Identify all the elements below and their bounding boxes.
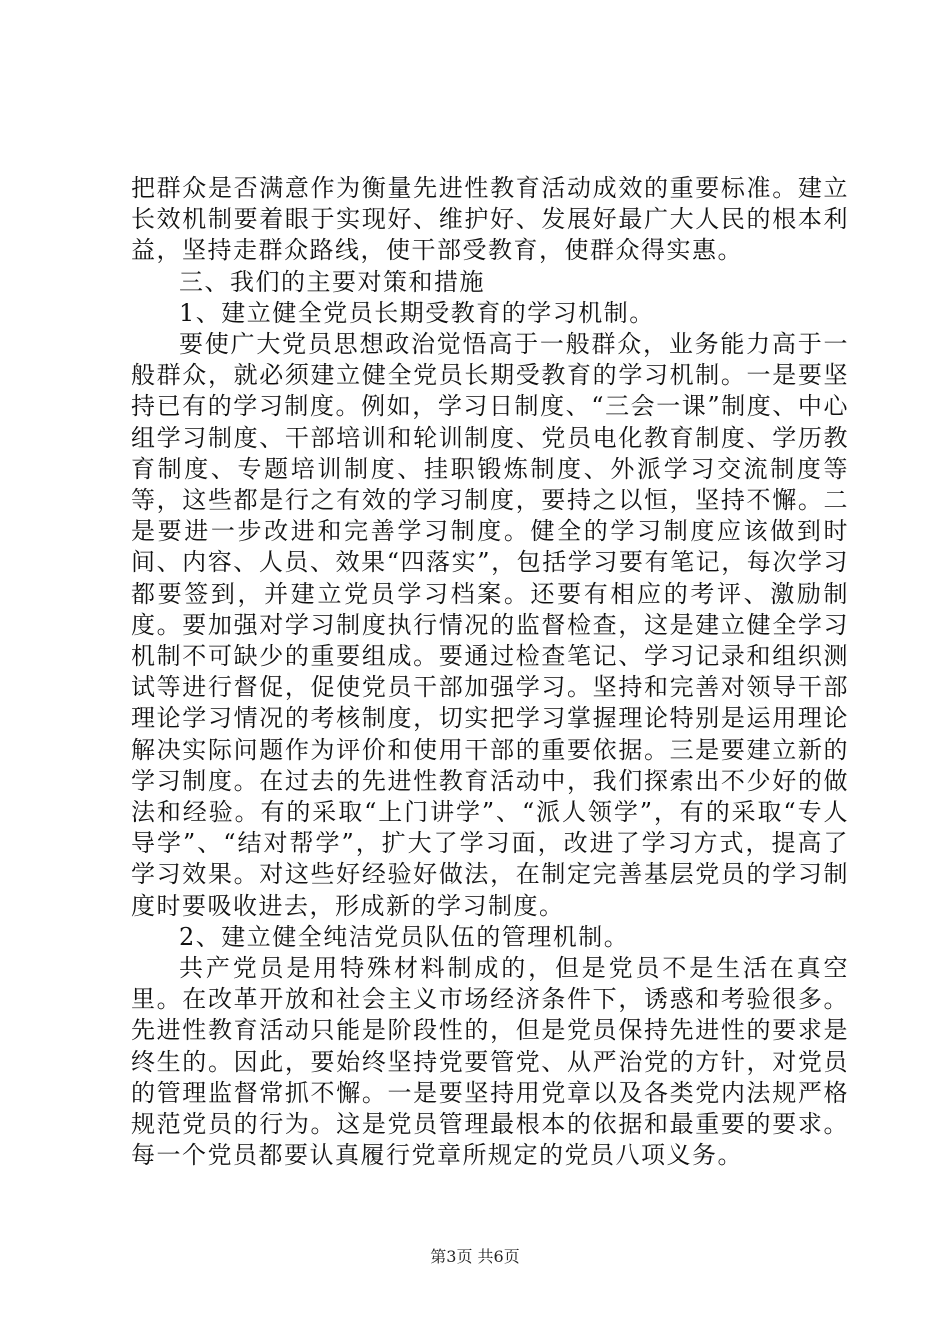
section-heading: 三、我们的主要对策和措施 [179, 267, 485, 296]
subsection-heading: 2、建立健全纯洁党员队伍的管理机制。 [179, 922, 630, 951]
document-body [131, 173, 849, 1172]
paragraph: 把群众是否满意作为衡量先进性教育活动成效的重要标准。建立长效机制要着眼于实现好、维护好、发展好最广大人民的根本利益，坚持走群众路线，使干部受教育，使群众得实惠。 [131, 174, 849, 265]
page-number-footer: 第3页 共6页 [430, 1247, 520, 1266]
paragraph: 共产党员是用特殊材料制成的，但是党员不是生活在真空里。在改革开放和社会主义市场经济条件下，诱惑和考验很多。先进性教育活动只能是阶段性的，但是党员保持先进性的要求是终生的。因此，要始终坚持党要管党、从严治党的方针，对党员的管理监督常抓不懈。一是要坚持用党章以及各类党内法规严格规范党员的行为。这是党员管理最根本的依据和最重要的要求。每一个党员都要认真履行党章所规定的党员八项义务。 [131, 954, 849, 1170]
paragraph: 要使广大党员思想政治觉悟高于一般群众，业务能力高于一般群众，就必须建立健全党员长期受教育的学习机制。一是要坚持已有的学习制度。例如，学习日制度、“三会一课”制度、中心组学习制度、干部培训和轮训制度、党员电化教育制度、学历教育制度、专题培训制度、挂职锻炼制度、外派学习交流制度等等，这些都是行之有效的学习制度，要持之以恒，坚持不懈。二是要进一步改进和完善学习制度。健全的学习制度应该做到时间、内容、人员、效果“四落实”，包括学习要有笔记，每次学习都要签到，并建立党员学习档案。还要有相应的考评、激励制度。要加强对学习制度执行情况的监督检查，这是建立健全学习机制不可缺少的重要组成。要通过检查笔记、学习记录和组织测试等进行督促，促使党员干部加强学习。坚持和完善对领导干部理论学习情况的考核制度，切实把学习掌握理论特别是运用理论解决实际问题作为评价和使用干部的重要依据。三是要建立新的学习制度。在过去的先进性教育活动中，我们探索出不少好的做法和经验。有的采取“上门讲学”、“派人领学”，有的采取“专人导学”、“结对帮学”，扩大了学习面，改进了学习方式，提高了学习效果。对这些好经验好做法，在制定完善基层党员的学习制度时要吸收进去，形成新的学习制度。 [131, 330, 849, 920]
subsection-heading: 1、建立健全党员长期受教育的学习机制。 [179, 298, 655, 327]
